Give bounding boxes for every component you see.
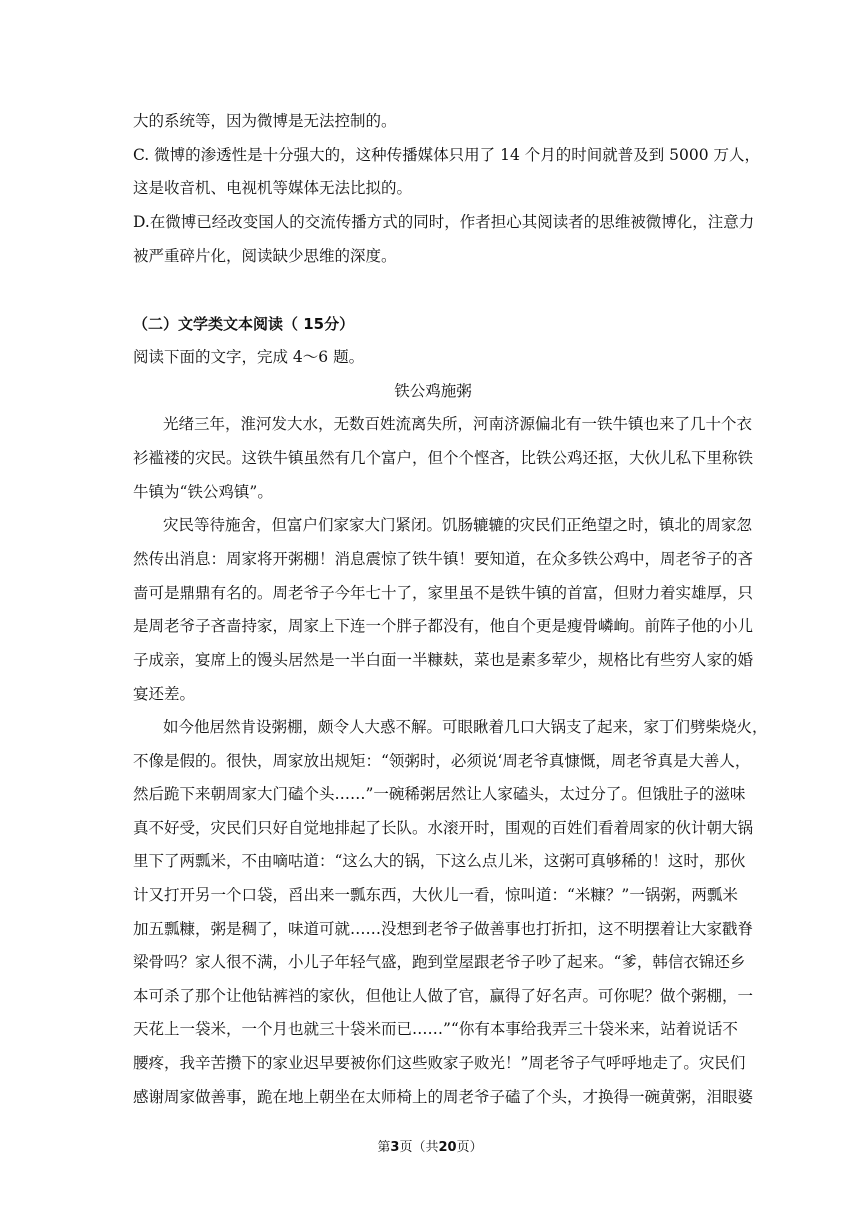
footer-prefix: 第 <box>377 1140 391 1155</box>
story-line: 子成亲，宴席上的馒头居然是一半白面一半糠麸，菜也是素多荤少，规格比有些穷人家的婚 <box>133 651 754 669</box>
story-line: 如今他居然肯设粥棚，颇令人大惑不解。可眼瞅着几口大锅支了起来，家丁们劈柴烧火， <box>163 718 768 736</box>
footer-suffix: 页） <box>456 1140 483 1155</box>
story-line: 腰疼，我辛苦攒下的家业迟早要被你们这些败家子败光！”周老爷子气呼呼地走了。灾民们 <box>133 1054 746 1072</box>
section-heading: （二）文学类文本阅读（ 15分） <box>133 315 355 333</box>
option-c-line-2: 这是收音机、电视机等媒体无法比拟的。 <box>133 179 413 197</box>
story-line: 然传出消息：周家将开粥棚！消息震惊了铁牛镇！要知道，在众多铁公鸡中，周老爷子的吝 <box>133 550 754 568</box>
story-line: 天花上一袋米，一个月也就三十袋米而已……”“你有本事给我弄三十袋米来，站着说话不 <box>133 1020 738 1038</box>
story-line: 加五瓢糠，粥是稠了，味道可就……没想到老爷子做善事也打折扣，这不明摆着让大家戳脊 <box>133 920 754 938</box>
footer-page-total: 20 <box>438 1140 457 1155</box>
story-line: 牛镇为“铁公鸡镇”。 <box>133 483 273 501</box>
footer-middle: 页（共 <box>399 1140 439 1155</box>
story-line: 梁骨吗？家人很不满，小儿子年轻气盛，跑到堂屋跟老爷子吵了起来。“爹，韩信衣锦还乡 <box>133 953 746 971</box>
story-title: 铁公鸡施粥 <box>394 382 472 400</box>
story-line: 不像是假的。很快，周家放出规矩：“领粥时，必须说‘周老爷真慷慨，周老爷真是大善人， <box>133 752 751 770</box>
story-line: 啬可是鼎鼎有名的。周老爷子今年七十了，家里虽不是铁牛镇的首富，但财力着实雄厚，只 <box>133 584 754 602</box>
story-line: 然后跪下来朝周家大门磕个头……”一碗稀粥居然让人家磕头，太过分了。但饿肚子的滋味 <box>133 785 746 803</box>
option-b-tail: 大的系统等，因为微博是无法控制的。 <box>133 112 397 130</box>
story-line: 衫褴褛的灾民。这铁牛镇虽然有几个富户，但个个悭吝，比铁公鸡还抠，大伙儿私下里称铁 <box>133 449 754 467</box>
story-line: 宴还差。 <box>133 685 196 703</box>
story-line: 光绪三年，淮河发大水，无数百姓流离失所，河南济源偏北有一铁牛镇也来了几十个衣 <box>163 415 753 433</box>
footer-page-number: 3 <box>390 1140 400 1155</box>
story-line: 计又打开另一个口袋，舀出来一瓢东西，大伙儿一看，惊叫道：“米糠？”一锅粥，两瓢米 <box>133 886 738 904</box>
story-line: 本可杀了那个让他钻裤裆的家伙，但他让人做了官，赢得了好名声。可你呢？做个粥棚，一 <box>133 987 754 1005</box>
story-line: 感谢周家做善事，跪在地上朝坐在太师椅上的周老爷子磕了个头，才换得一碗黄粥，泪眼婆 <box>133 1088 754 1106</box>
option-c-line-1: C. 微博的渗透性是十分强大的，这种传播媒体只用了 14 个月的时间就普及到 5000 万人， <box>133 146 761 164</box>
story-line: 灾民等待施舍，但富户们家家大门紧闭。饥肠辘辘的灾民们正绝望之时，镇北的周家忽 <box>163 516 753 534</box>
story-line: 是周老爷子吝啬持家，周家上下连一个胖子都没有，他自个更是瘦骨嶙峋。前阵子他的小儿 <box>133 617 754 635</box>
option-d-line-1: D.在微博已经改变国人的交流传播方式的同时，作者担心其阅读者的思维被微博化，注意力 <box>133 213 755 231</box>
section-instruction: 阅读下面的文字，完成 4～6 题。 <box>133 348 365 366</box>
page-footer <box>0 1138 860 1158</box>
option-d-line-2: 被严重碎片化，阅读缺少思维的深度。 <box>133 247 397 265</box>
story-line: 里下了两瓢米，不由嘀咕道：“这么大的锅，下这么点儿米，这粥可真够稀的！这时，那伙 <box>133 852 746 870</box>
story-line: 真不好受，灾民们只好自觉地排起了长队。水滚开时，围观的百姓们看着周家的伙计朝大锅 <box>133 819 754 837</box>
